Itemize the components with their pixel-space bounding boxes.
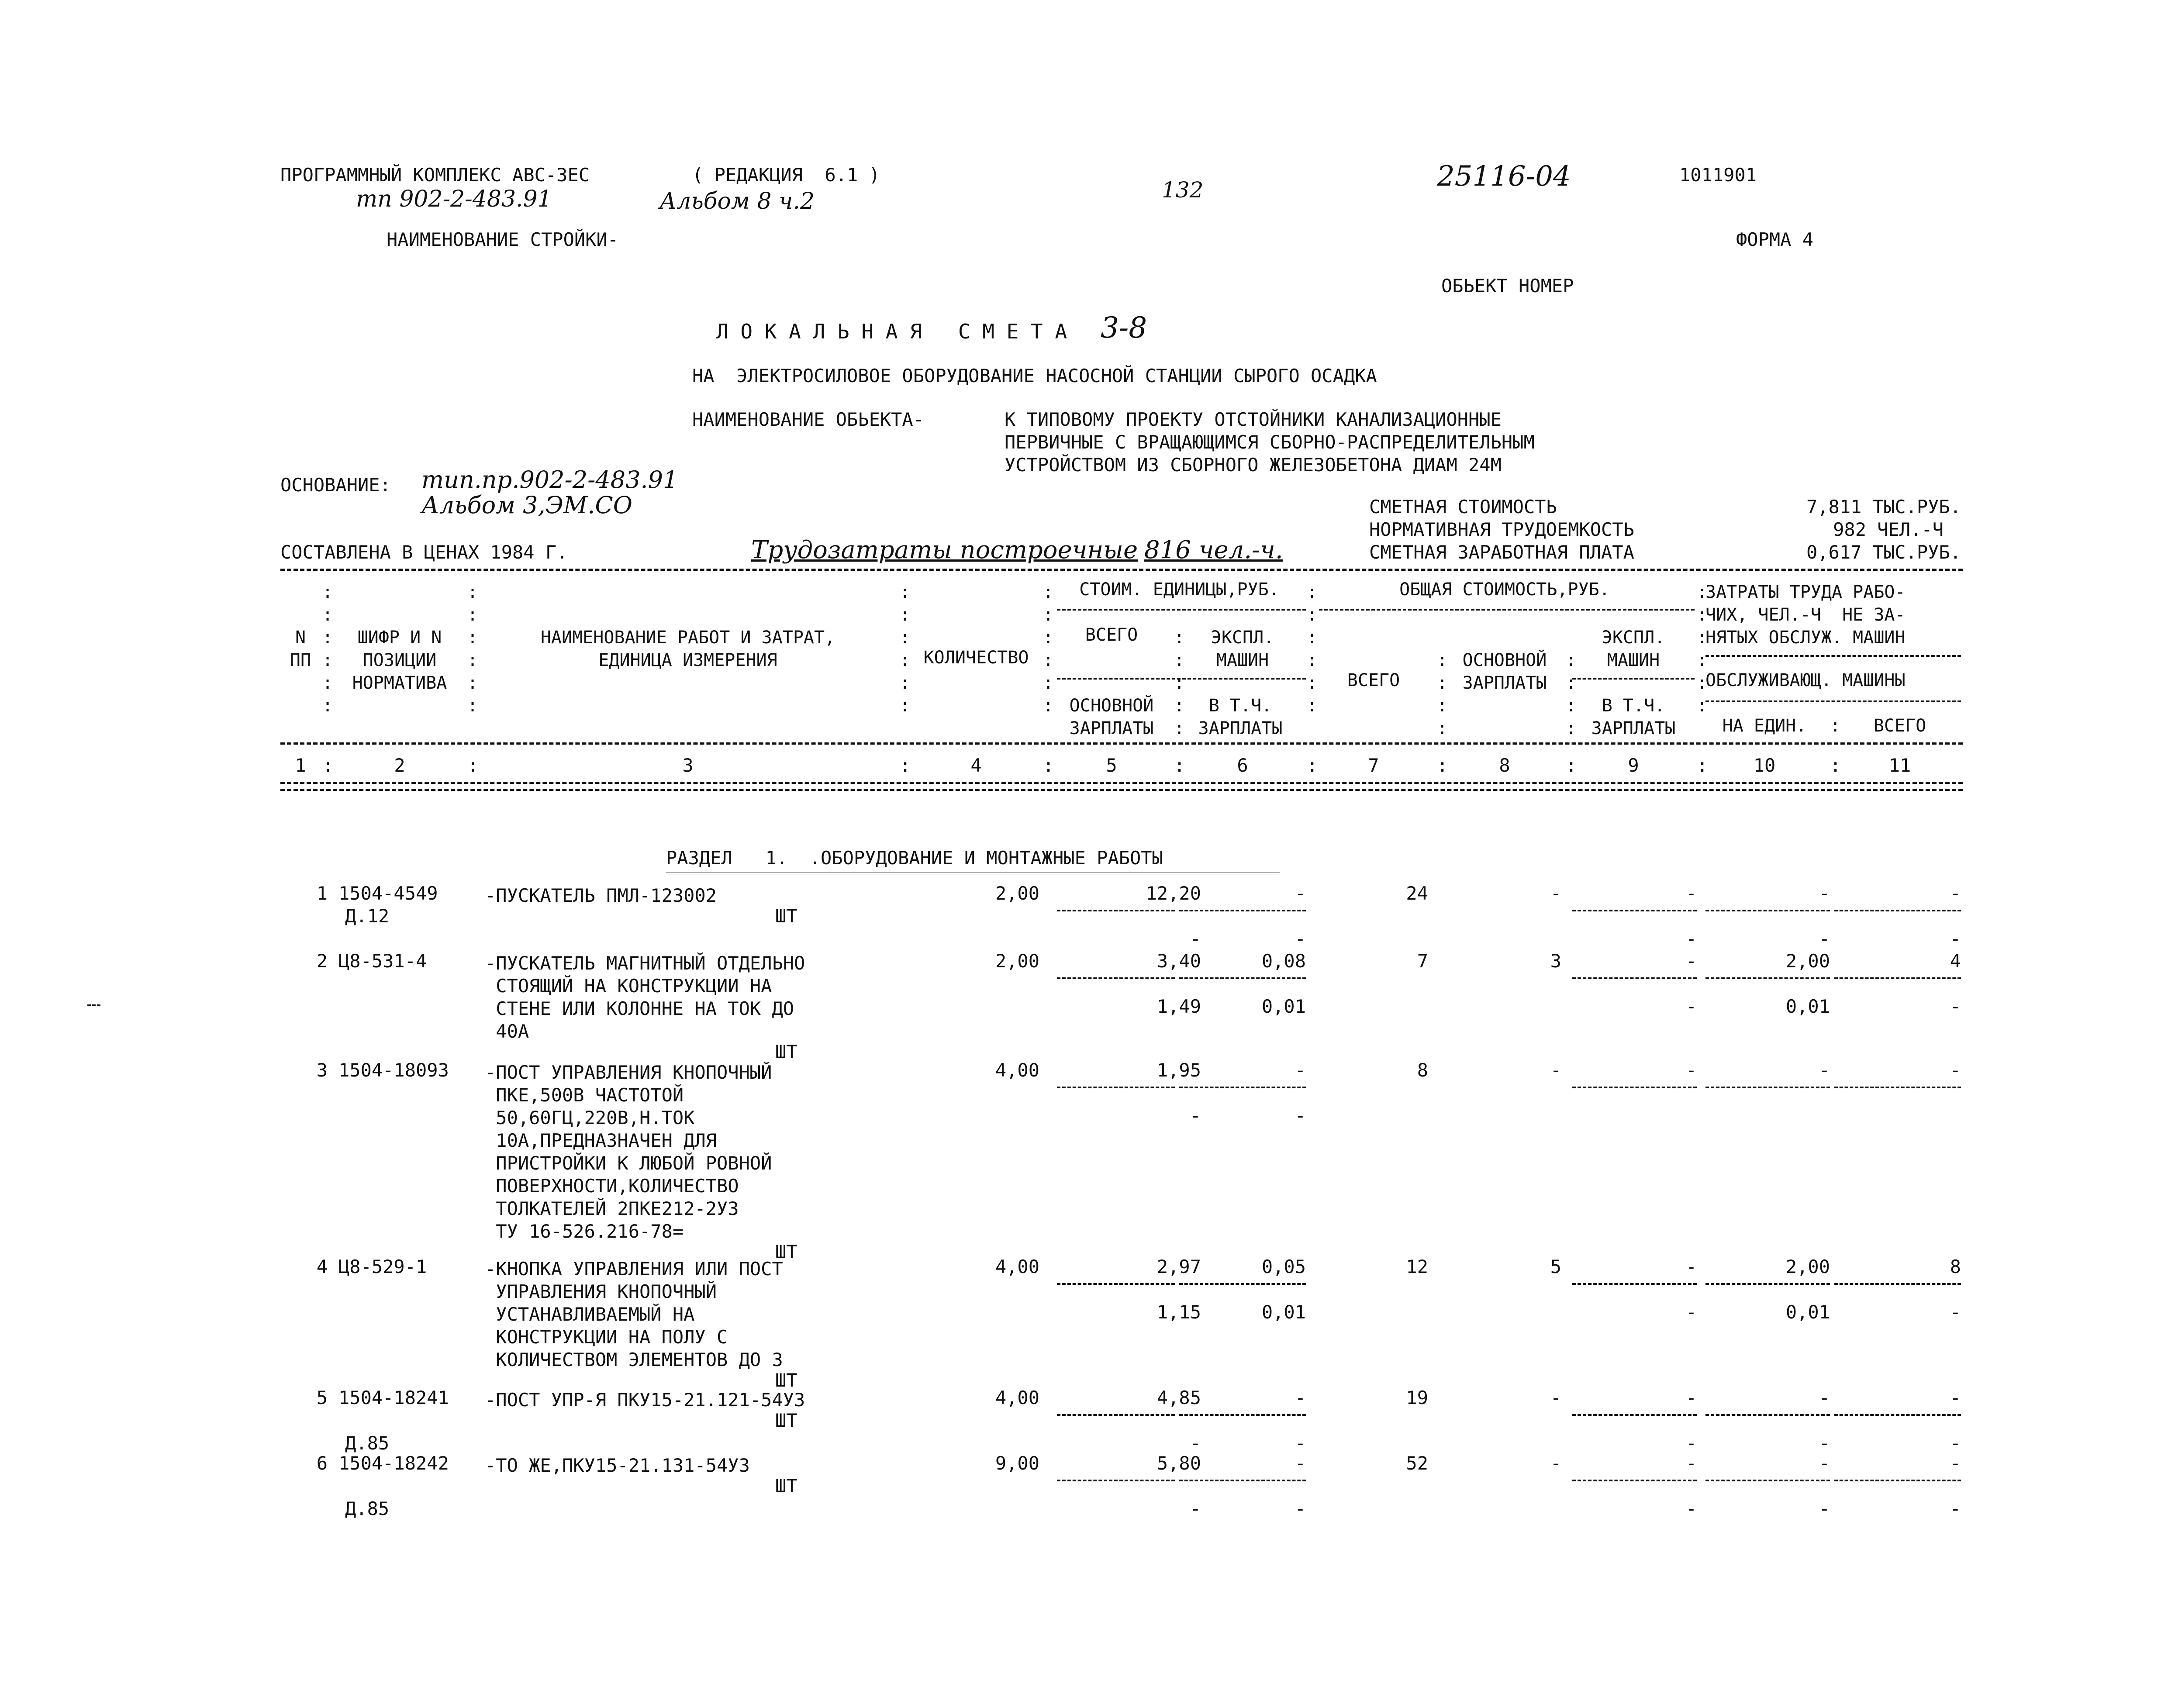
row-total-machines: - bbox=[1685, 1059, 1697, 1081]
colnum-4: 4 bbox=[970, 755, 982, 776]
handwritten-basis-2: Альбом 3,ЭМ.СО bbox=[421, 491, 632, 519]
row-qty: 2,00 bbox=[995, 950, 1039, 972]
row-unit-machines: - bbox=[1295, 1453, 1306, 1474]
row-number: 6 bbox=[316, 1453, 328, 1474]
object-name-label: НАИМЕНОВАНИЕ ОБЬЕКТА- bbox=[692, 409, 925, 430]
row-unit-total: 1,95 bbox=[1156, 1059, 1201, 1081]
handwritten-labor-label: Трудозатраты построечные bbox=[751, 536, 1138, 564]
row-unit-incl: - bbox=[1295, 1498, 1306, 1519]
colnum-2: 2 bbox=[394, 755, 405, 776]
colnum-11: 11 bbox=[1888, 755, 1911, 776]
row-total: 52 bbox=[1406, 1453, 1428, 1474]
row-total: 8 bbox=[1417, 1059, 1428, 1081]
row-labor-unit: - bbox=[1819, 1387, 1830, 1408]
object-name-line-1: К ТИПОВОМУ ПРОЕКТУ ОТСТОЙНИКИ КАНАЛИЗАЦИОННЫЕ bbox=[1005, 409, 1502, 430]
object-number-label: ОБЬЕКТ НОМЕР bbox=[1441, 275, 1574, 297]
row-total-salary: - bbox=[1550, 1059, 1561, 1081]
header-tc-salary: ОСНОВНОЙ ЗАРПЛАТЫ bbox=[1462, 650, 1547, 693]
row-unit-salary: 1,49 bbox=[1156, 996, 1201, 1017]
estimate-subtitle: НА ЭЛЕКТРОСИЛОВОЕ ОБОРУДОВАНИЕ НАСОСНОЙ СТАНЦИИ СЫРОГО ОСАДКА bbox=[692, 365, 1377, 386]
row-unit-salary: - bbox=[1190, 1105, 1201, 1126]
colnum-6: 6 bbox=[1237, 755, 1248, 776]
program-edition: ( РЕДАКЦИЯ 6.1 ) bbox=[692, 164, 880, 186]
row-labor-total-b: - bbox=[1950, 1301, 1961, 1323]
handwritten-labor-value: 816 чел.-ч. bbox=[1144, 536, 1283, 564]
basis-label: ОСНОВАНИЕ: bbox=[280, 474, 391, 496]
row-labor-unit: - bbox=[1819, 1453, 1830, 1474]
row-total-machines: - bbox=[1685, 1256, 1697, 1277]
object-name-line-2: ПЕРВИЧНЫЕ С ВРАЩАЮЩИМСЯ СБОРНО-РАСПРЕДЕЛИТЕЛЬНЫМ bbox=[1005, 431, 1535, 453]
estimate-title: Л О К А Л Ь Н А Я С М Е Т А bbox=[716, 320, 1067, 343]
row-unit-salary: 1,15 bbox=[1156, 1301, 1201, 1323]
row-total-incl: - bbox=[1685, 1301, 1697, 1323]
row-code: 1504-4549 bbox=[338, 883, 438, 904]
row-labor-total: - bbox=[1950, 1453, 1961, 1474]
program-name: ПРОГРАММНЫЙ КОМПЛЕКС АВС-3ЕС bbox=[280, 164, 590, 186]
row-qty: 9,00 bbox=[995, 1453, 1039, 1474]
row-unit-total: 12,20 bbox=[1146, 883, 1201, 904]
summary-cost-value: 7,811 ТЫС.РУБ. bbox=[1806, 496, 1961, 518]
section-underline bbox=[666, 873, 1280, 877]
header-labor-total: ВСЕГО bbox=[1873, 716, 1926, 736]
row-unit-total: 2,97 bbox=[1156, 1256, 1201, 1277]
colnum-9: 9 bbox=[1628, 755, 1639, 776]
row-total: 12 bbox=[1406, 1256, 1428, 1277]
construction-name-label: НАИМЕНОВАНИЕ СТРОЙКИ- bbox=[387, 229, 619, 250]
row-total-salary: 5 bbox=[1550, 1256, 1561, 1277]
row-name: -ПОСТ УПР-Я ПКУ15-21.121-54У3 bbox=[485, 1389, 805, 1411]
row-number: 3 bbox=[316, 1059, 328, 1081]
colnum-3: 3 bbox=[682, 755, 694, 776]
header-col-qty: КОЛИЧЕСТВО bbox=[923, 648, 1029, 668]
row-qty: 2,00 bbox=[995, 883, 1039, 904]
object-name-line-3: УСТРОЙСТВОМ ИЗ СБОРНОГО ЖЕЛЕЗОБЕТОНА ДИАМ 24М bbox=[1005, 454, 1502, 476]
row-unit-total: 5,80 bbox=[1156, 1453, 1201, 1474]
row-labor-total-b: - bbox=[1950, 928, 1961, 949]
summary-labor-value: 982 ЧЕЛ.-Ч bbox=[1833, 519, 1944, 540]
row-total: 24 bbox=[1406, 883, 1428, 904]
header-tc-total: ВСЕГО bbox=[1347, 670, 1400, 690]
row-name: -ПУСКАТЕЛЬ ПМЛ-123002 bbox=[485, 885, 717, 906]
row-number: 1 bbox=[316, 883, 328, 904]
header-labor-service: ОБСЛУЖИВАЮЩ. МАШИНЫ bbox=[1705, 670, 1906, 690]
row-unit-incl: 0,01 bbox=[1261, 1301, 1306, 1323]
row-labor-unit: 2,00 bbox=[1785, 1256, 1830, 1277]
header-tc-machines: ЭКСПЛ. МАШИН bbox=[1602, 628, 1665, 670]
row-number: 2 bbox=[316, 950, 328, 972]
row-unit-machines: - bbox=[1295, 1059, 1306, 1081]
row-unit: ШТ bbox=[775, 1410, 797, 1431]
header-uc-machines: ЭКСПЛ. МАШИН bbox=[1211, 628, 1274, 670]
row-unit-incl: - bbox=[1295, 928, 1306, 949]
row-code-extra: Д.85 bbox=[345, 1432, 390, 1454]
row-total: 19 bbox=[1406, 1387, 1428, 1408]
row-labor-unit-b: 0,01 bbox=[1785, 996, 1830, 1017]
form-label: ФОРМА 4 bbox=[1736, 229, 1814, 250]
row-labor-unit-b: 0,01 bbox=[1785, 1301, 1830, 1323]
table-top-rule bbox=[280, 569, 1963, 571]
row-name: -ПУСКАТЕЛЬ МАГНИТНЫЙ ОТДЕЛЬНО СТОЯЩИЙ НА КОНСТРУКЦИИ НА СТЕНЕ ИЛИ КОЛОННЕ НА ТОК ДО 40А bbox=[485, 952, 805, 1042]
row-total-machines: - bbox=[1685, 1453, 1697, 1474]
handwritten-project: тп 902-2-483.91 bbox=[356, 186, 552, 212]
header-tc-incl: В Т.Ч. ЗАРПЛАТЫ bbox=[1591, 696, 1676, 738]
header-total-cost: ОБЩАЯ СТОИМОСТЬ,РУБ. bbox=[1399, 580, 1610, 600]
row-unit-machines: - bbox=[1295, 883, 1306, 904]
row-total: 7 bbox=[1417, 950, 1428, 972]
row-labor-total-b: - bbox=[1950, 1432, 1961, 1454]
row-code: 1504-18241 bbox=[338, 1387, 449, 1408]
header-uc-total: ВСЕГО bbox=[1085, 625, 1138, 645]
row-name: -КНОПКА УПРАВЛЕНИЯ ИЛИ ПОСТ УПРАВЛЕНИЯ КНОПОЧНЫЙ УСТАНАВЛИВАЕМЫЙ НА КОНСТРУКЦИИ НА ПОЛУ С КОЛИЧЕСТВОМ ЭЛЕМЕНТОВ ДО 3 bbox=[485, 1258, 783, 1370]
row-code: Ц8-531-4 bbox=[338, 950, 427, 972]
row-total-machines: - bbox=[1685, 1387, 1697, 1408]
row-total-salary: - bbox=[1550, 1453, 1561, 1474]
row-unit-machines: - bbox=[1295, 1387, 1306, 1408]
row-labor-unit: - bbox=[1819, 883, 1830, 904]
row-code: 1504-18242 bbox=[338, 1453, 449, 1474]
row-qty: 4,00 bbox=[995, 1387, 1039, 1408]
header-bottom-rule bbox=[280, 742, 1963, 745]
row-qty: 4,00 bbox=[995, 1256, 1039, 1277]
row-unit: ШТ bbox=[775, 1241, 797, 1263]
row-total-incl: - bbox=[1685, 996, 1697, 1017]
row-unit: ШТ bbox=[775, 1041, 797, 1063]
header-unit-cost: СТОИМ. ЕДИНИЦЫ,РУБ. bbox=[1079, 580, 1279, 600]
header-col-code: ШИФР И N ПОЗИЦИИ НОРМАТИВА bbox=[352, 628, 447, 693]
row-labor-total: - bbox=[1950, 1387, 1961, 1408]
header-uc-salary: ОСНОВНОЙ ЗАРПЛАТЫ bbox=[1069, 696, 1154, 738]
colnum-8: 8 bbox=[1499, 755, 1510, 776]
row-total-machines: - bbox=[1685, 883, 1697, 904]
row-labor-total-b: - bbox=[1950, 1498, 1961, 1519]
row-unit-salary: - bbox=[1190, 1432, 1201, 1454]
row-total-salary: - bbox=[1550, 1387, 1561, 1408]
row-total-incl: - bbox=[1685, 1432, 1697, 1454]
row-total-incl: - bbox=[1685, 1498, 1697, 1519]
row-labor-total-b: - bbox=[1950, 996, 1961, 1017]
handwritten-page-number: 132 bbox=[1162, 177, 1204, 203]
handwritten-code: 25116-04 bbox=[1437, 160, 1571, 193]
row-unit-incl: 0,01 bbox=[1261, 996, 1306, 1017]
row-total-machines: - bbox=[1685, 950, 1697, 972]
row-unit: ШТ bbox=[775, 1475, 797, 1497]
handwritten-estimate-number: 3-8 bbox=[1101, 311, 1147, 345]
row-labor-unit: 2,00 bbox=[1785, 950, 1830, 972]
row-qty: 4,00 bbox=[995, 1059, 1039, 1081]
header-uc-incl: В Т.Ч. ЗАРПЛАТЫ bbox=[1198, 696, 1283, 738]
row-number: 5 bbox=[316, 1387, 328, 1408]
margin-mark bbox=[87, 1004, 100, 1006]
row-labor-unit-b: - bbox=[1819, 928, 1830, 949]
handwritten-basis-1: тип.пр.902-2-483.91 bbox=[421, 466, 678, 493]
row-labor-total: 4 bbox=[1950, 950, 1961, 972]
row-unit-salary: - bbox=[1190, 1498, 1201, 1519]
row-name: -ПОСТ УПРАВЛЕНИЯ КНОПОЧНЫЙ ПКЕ,500В ЧАСТОТОЙ 50,60ГЦ,220В,Н.ТОК 10А,ПРЕДНАЗНАЧЕН ДЛЯ ПРИСТРОЙКИ К ЛЮБОЙ РОВНОЙ ПОВЕРХНОСТИ,КОЛИЧЕСТВО ТОЛКАТЕЛЕЙ 2ПКЕ212-2У3 ТУ 16-526.216-78= bbox=[485, 1062, 772, 1242]
row-total-salary: - bbox=[1550, 883, 1561, 904]
summary-salary-label: СМЕТНАЯ ЗАРАБОТНАЯ ПЛАТА bbox=[1369, 542, 1634, 563]
row-unit-salary: - bbox=[1190, 928, 1201, 949]
row-code-extra: Д.85 bbox=[345, 1498, 390, 1519]
summary-salary-value: 0,617 ТЫС.РУБ. bbox=[1806, 542, 1961, 563]
prices-label: СОСТАВЛЕНА В ЦЕНАХ 1984 Г. bbox=[280, 542, 568, 563]
row-labor-unit-b: - bbox=[1819, 1498, 1830, 1519]
row-number: 4 bbox=[316, 1256, 328, 1277]
row-unit-machines: 0,08 bbox=[1261, 950, 1306, 972]
row-labor-unit: - bbox=[1819, 1059, 1830, 1081]
section-title: РАЗДЕЛ 1. .ОБОРУДОВАНИЕ И МОНТАЖНЫЕ РАБОТЫ bbox=[666, 847, 1163, 869]
row-unit: ШТ bbox=[775, 1370, 797, 1391]
handwritten-album: Альбом 8 ч.2 bbox=[659, 188, 815, 214]
row-labor-total: - bbox=[1950, 1059, 1961, 1081]
row-unit-incl: - bbox=[1295, 1432, 1306, 1454]
colnum-1: 1 bbox=[295, 755, 306, 776]
row-code: Ц8-529-1 bbox=[338, 1256, 427, 1277]
summary-cost-label: СМЕТНАЯ СТОИМОСТЬ bbox=[1369, 496, 1557, 518]
colnum-7: 7 bbox=[1368, 755, 1379, 776]
row-unit-total: 4,85 bbox=[1156, 1387, 1201, 1408]
row-labor-unit-b: - bbox=[1819, 1432, 1830, 1454]
row-total-salary: 3 bbox=[1550, 950, 1561, 972]
row-unit-incl: - bbox=[1295, 1105, 1306, 1126]
colnum-5: 5 bbox=[1106, 755, 1117, 776]
document-number: 1011901 bbox=[1679, 164, 1757, 186]
header-col-name: НАИМЕНОВАНИЕ РАБОТ И ЗАТРАТ, ЕДИНИЦА ИЗМЕРЕНИЯ bbox=[540, 628, 835, 670]
header-labor-unit: НА ЕДИН. bbox=[1722, 716, 1807, 736]
row-labor-total: 8 bbox=[1950, 1256, 1961, 1277]
row-unit-machines: 0,05 bbox=[1261, 1256, 1306, 1277]
row-total-incl: - bbox=[1685, 928, 1697, 949]
row-unit: ШТ bbox=[775, 905, 797, 927]
row-name: -ТО ЖЕ,ПКУ15-21.131-54У3 bbox=[485, 1455, 750, 1476]
summary-labor-label: НОРМАТИВНАЯ ТРУДОЕМКОСТЬ bbox=[1369, 519, 1634, 540]
header-col-n: N ПП bbox=[290, 628, 311, 670]
header-labor: ЗАТРАТЫ ТРУДА РАБО- ЧИХ, ЧЕЛ.-Ч НЕ ЗА- НЯТЫХ ОБСЛУЖ. МАШИН bbox=[1705, 582, 1906, 648]
row-unit-total: 3,40 bbox=[1156, 950, 1201, 972]
colnum-10: 10 bbox=[1753, 755, 1776, 776]
row-labor-total: - bbox=[1950, 883, 1961, 904]
row-code: 1504-18093 bbox=[338, 1059, 449, 1081]
row-code-extra: Д.12 bbox=[345, 905, 390, 927]
